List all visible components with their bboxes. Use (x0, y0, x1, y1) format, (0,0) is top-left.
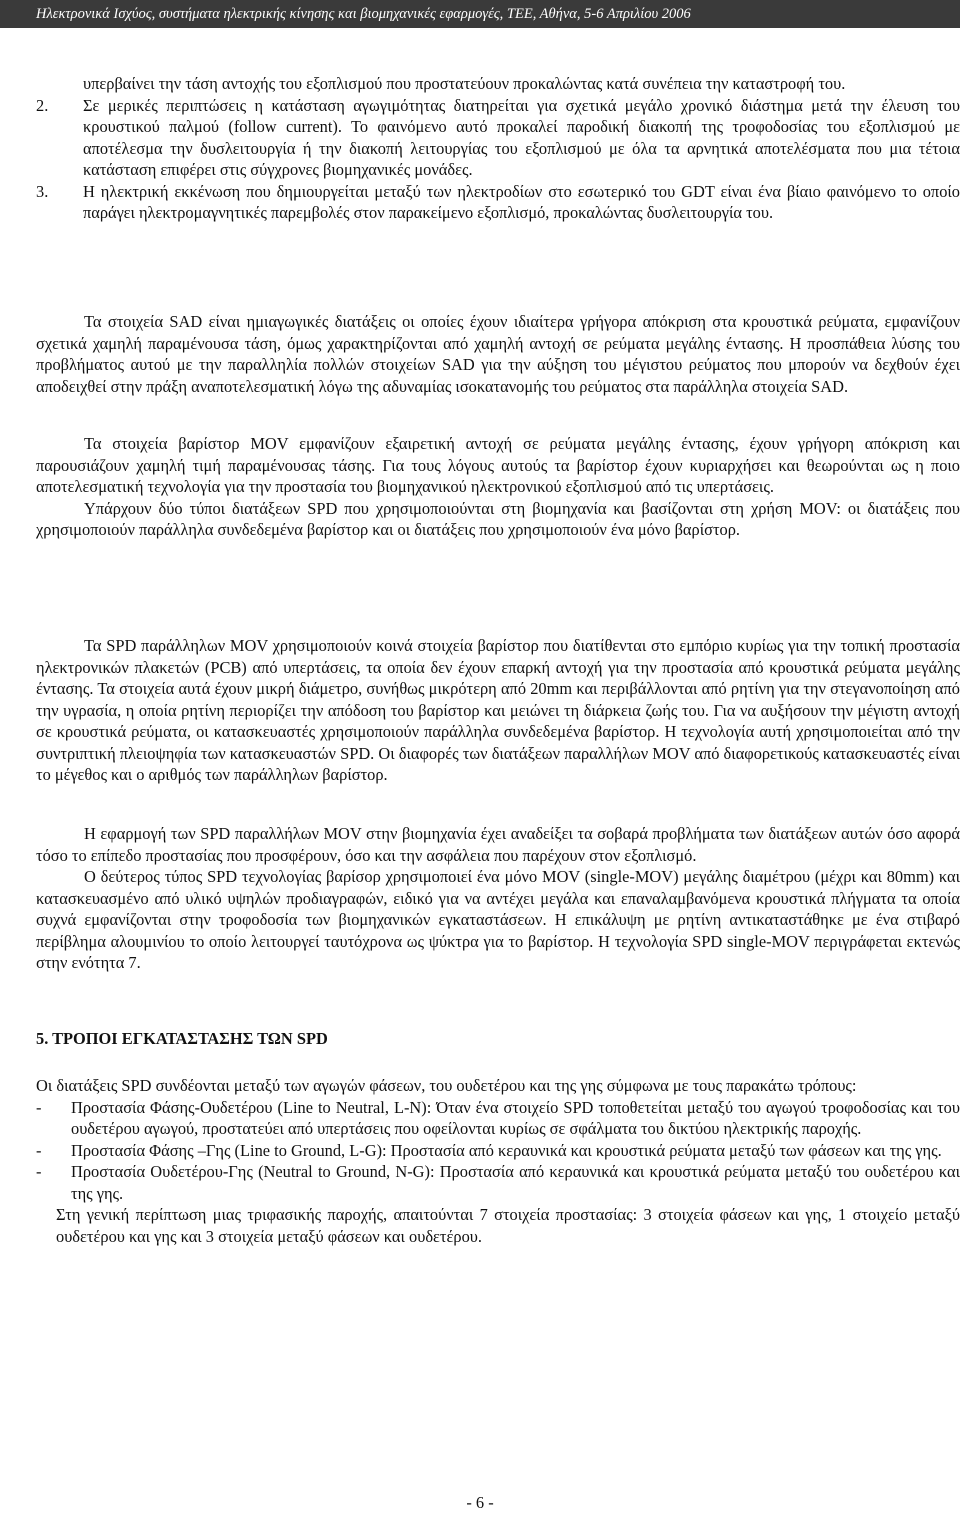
section-5-body (36, 1075, 960, 1247)
bullet-line-ground (36, 1140, 960, 1162)
bullet-dash: - (36, 1140, 42, 1160)
paragraph-sad: Τα στοιχεία SAD είναι ημιαγωγικές διατάξεις οι οποίες έχουν ιδιαίτερα γρήγορα απόκριση στα κρουστικά ρεύματα, εμφανίζουν σχετικά χαμηλή παραμένουσα τάση, όμως χαρακτηρίζονται από χαμηλή αντοχή σε ρεύματα μεγάλης έντασης. Η προσπάθεια λύσης του προβλήματος αυτού με την παραλληλία πολλών στοιχείων SAD για την αύξηση του μέγιστου ρεύματος που μπορούν να δεχθούν έχει αποδειχθεί στην πράξη αναποτελεσματική λόγω της αδυναμίας ισοκατανομής του ρεύματος στα παράλληλα στοιχεία SAD. (36, 312, 960, 396)
list-item-text: Σε μερικές περιπτώσεις η κατάσταση αγωγιμότητας διατηρείται για σχετικά μεγάλο χρονικό διάστημα μετά την έλευση του κρουστικού παλμού (follow current). Το φαινόμενο αυτό προκαλεί παροδική διακοπή της τροφοδοσίας του εξοπλισμού με αποτέλεσμα την δυσλειτουργία ή την διακοπή λειτουργίας του εξοπλισμού με όλα τα αρνητικά αποτελέσματα που μια τέτοια κατάσταση επιφέρει στις σύγχρονες βιομηχανικές μονάδες. (83, 95, 960, 179)
list-number: 2. (36, 95, 49, 115)
paragraph-parallel-mov: Τα SPD παράλληλων MOV χρησιμοποιούν κοινά στοιχεία βαρίστορ που διατίθενται στο εμπόριο κυρίως για την τοπική προστασία ηλεκτρονικών πλακετών (PCB) από υπερτάσεις, τα οποία δεν έχουν επαρκή αντοχή για την προστασία από κρουστικά ρεύματα μεγάλης έντασης. Τα στοιχεία αυτά έχουν μικρή διάμετρο, συνήθως μικρότερη από 20mm και περιβάλλονται από ρητίνη για την στεγανοποίηση από την υγρασία, η οποία ρητίνη περιορίζει την απόδοση του βαρίστορ και μειώνει τη διάρκεια ζωής του. Για να αυξήσουν την μέγιστη αντοχή σε κρουστικά ρεύματα, οι κατασκευαστές χρησιμοποιούν παράλληλα συνδεδεμένα βαρίστορ. Η τεχνολογία αυτή χρησιμοποιείται από την συντριπτική πλειοψηφία των κατασκευαστών SPD. Οι διαφορές των διατάξεων παραλλήλων MOV από διαφορετικούς κατασκευαστές είναι το μέγεθος και ο αριθμός των παράλληλων βαρίστορ. (36, 636, 960, 785)
mov-section (36, 433, 960, 541)
list-item-2 (36, 95, 960, 181)
list-item-1-continuation: υπερβαίνει την τάση αντοχής του εξοπλισμού που προστατεύουν προκαλώντας κατά συνέπεια την καταστροφή του. (83, 74, 846, 93)
list-number: 3. (36, 181, 49, 201)
bullet-text: Προστασία Ουδετέρου-Γης (Neutral to Ground, N-G): Προστασία από κεραυνικά και κρουστικά ρεύματα μεταξύ του ουδετέρου και της γης. (71, 1162, 960, 1203)
paragraph-application: Η εφαρμογή των SPD παραλλήλων MOV στην βιομηχανία έχει αναδείξει τα σοβαρά προβλήματα των διατάξεων αυτών όσο αφορά τόσο το επίπεδο προστασίας που προσφέρουν, όσο και την ασφάλεια που παρέχουν στον εξοπλισμό. (36, 824, 960, 865)
section-intro: Οι διατάξεις SPD συνδέονται μεταξύ των αγωγών φάσεων, του ουδετέρου και της γης σύμφωνα με τους παρακάτω τρόπους: (36, 1076, 857, 1095)
section-summary: Στη γενική περίπτωση μιας τριφασικής παροχής, απαιτούνται 7 στοιχεία προστασίας: 3 στοιχεία φάσεων και γης, 1 στοιχείο μεταξύ ουδετέρου και γης και 3 στοιχεία μεταξύ φάσεων και ουδετέρου. (56, 1205, 960, 1246)
numbered-list (36, 73, 960, 224)
application-section (36, 823, 960, 974)
list-item-text: Η ηλεκτρική εκκένωση που δημιουργείται μεταξύ των ηλεκτροδίων στο εσωτερικό του GDT είναι ένα βίαιο φαινόμενο το οποίο παράγει ηλεκτρομαγνητικές παρεμβολές στον παρακείμενο εξοπλισμό, προκαλώντας δυσλειτουργία του. (83, 181, 960, 222)
paragraph-mov-2: Υπάρχουν δύο τύποι διατάξεων SPD που χρησιμοποιούνται στη βιομηχανία και βασίζονται στη χρήση MOV: οι διατάξεις που χρησιμοποιούν παράλληλα συνδεδεμένα βαρίστορ και οι διατάξεις που χρησιμοποιούν ένα μόνο βαρίστορ. (36, 498, 960, 539)
section-heading: 5. ΤΡΟΠΟΙ ΕΓΚΑΤΑΣΤΑΣΗΣ ΤΩΝ SPD (36, 1029, 328, 1048)
bullet-text: Προστασία Φάσης-Ουδετέρου (Line to Neutral, L-N): Όταν ένα στοιχείο SPD τοποθετείται μεταξύ του αγωγού τροφοδοσίας και του ουδετέρου αγωγού, προστατεύει από υπερτάσεις που οφείλονται κυρίως σε σφάλματα του δικτύου ηλεκτρικής παροχής. (71, 1097, 960, 1138)
paragraph-single-mov: Ο δεύτερος τύπος SPD τεχνολογίας βαρίσορ χρησιμοποιεί ένα μόνο MOV (single-MOV) μεγάλης διαμέτρου (μέχρι και 80mm) και κατασκευασμένο από υλικό υψηλών προδιαγραφών, ειδικό για να αντέχει μεγάλα και επαναλαμβανόμενα κρουστικά πλήγματα τα οποία συχνά εμφανίζονται στην τροφοδοσία των βιομηχανικών εγκαταστάσεων. Η επικάλυψη με ρητίνη αντικαταστάθηκε με ένα στιβαρό περίβλημα αλουμινίου το οποίο λειτουργεί ταυτόχρονα ως ψύκτρα για το βαρίστορ. Η τεχνολογία SPD single-MOV περιγράφεται εκτενώς στην ενότητα 7. (36, 867, 960, 972)
page-number: - 6 - (466, 1493, 494, 1512)
bullet-line-neutral (36, 1097, 960, 1140)
bullet-text: Προστασία Φάσης –Γης (Line to Ground, L-G): Προστασία από κεραυνικά και κρουστικά ρεύματα μεταξύ των φάσεων και της γης. (71, 1140, 942, 1160)
bullet-neutral-ground (36, 1161, 960, 1204)
bullet-dash: - (36, 1162, 42, 1181)
list-item-3 (36, 181, 960, 224)
running-header: Ηλεκτρονικά Ισχύος, συστήματα ηλεκτρικής κίνησης και βιομηχανικές εφαρμογές, ΤΕΕ, Αθήνα, 5-6 Απριλίου 2006 (0, 0, 960, 28)
paragraph-mov-1: Τα στοιχεία βαρίστορ MOV εμφανίζουν εξαιρετική αντοχή σε ρεύματα μεγάλης έντασης, έχουν γρήγορη απόκριση και παρουσιάζουν χαμηλή τιμή παραμένουσας τάσης. Για τους λόγους αυτούς τα βαρίστορ έχουν κυριαρχήσει και θεωρούνται ως η ποιο αποτελεσματική τεχνολογία για την προστασία του βιομηχανικού ηλεκτρονικού εξοπλισμού από τις υπερτάσεις. (36, 434, 960, 496)
bullet-dash: - (36, 1097, 42, 1117)
